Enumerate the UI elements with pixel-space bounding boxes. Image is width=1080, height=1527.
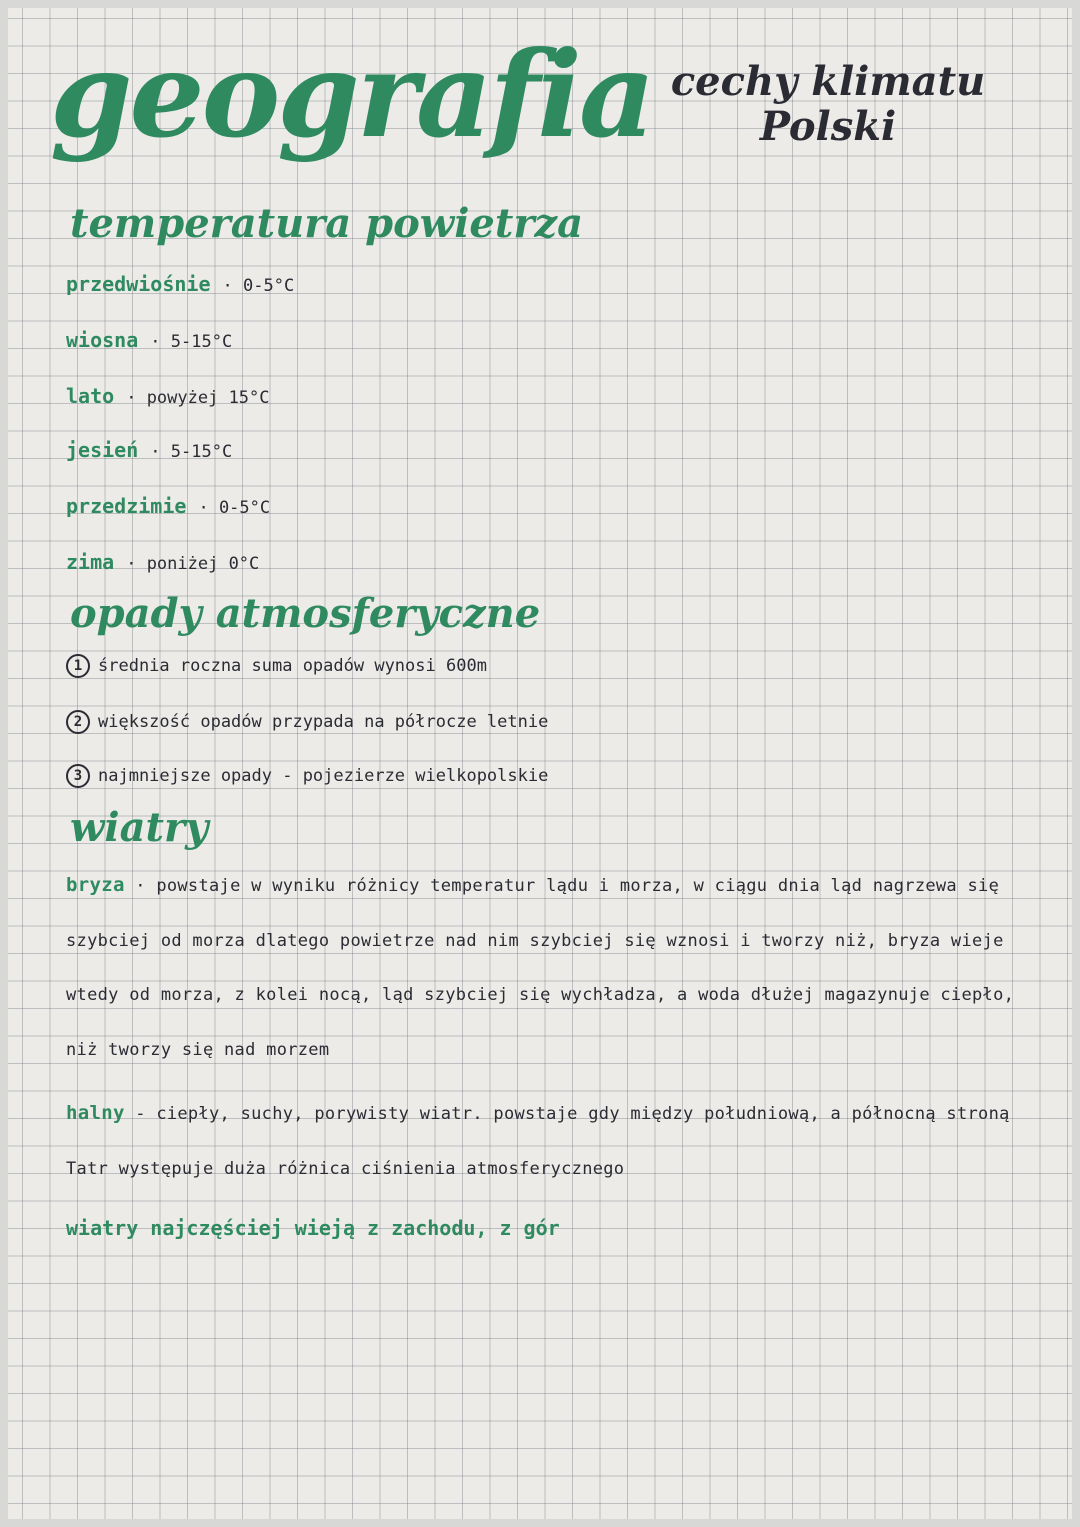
list-item [66,710,548,734]
section-heading-precipitation: opady atmosferyczne [70,590,541,637]
page-title: geografia [50,25,653,164]
list-item [66,764,548,788]
bryza-text: · powstaje w wyniku różnicy temperatur lądu i morza, w ciągu dnia ląd nagrzewa się szybciej od morza dlatego powietrze nad nim szybciej się wznosi i tworzy niż, bryza wieje wtedy od morza, z kolei nocą, ląd szybciej się wychładza, a woda dłużej magazynuje ciepło, niż tworzy się nad morzem [66,876,1015,1060]
term-halny: halny [66,1102,125,1124]
season-value: · 0-5°C [222,276,295,296]
number-badge: 2 [66,710,90,734]
season-row [66,386,270,407]
list-item-text: najmniejsze opady - pojezierze wielkopolskie [98,766,549,786]
season-row [66,552,259,573]
season-row [66,440,232,461]
paragraph-halny [66,1086,1046,1196]
season-row [66,330,232,351]
notebook-page [8,8,1072,1519]
number-badge: 1 [66,654,90,678]
winds-summary: wiatry najczęściej wieją z zachodu, z gór [66,1216,560,1240]
season-name: zima [66,550,115,574]
term-bryza: bryza [66,874,125,896]
season-row [66,496,270,517]
list-item [66,654,487,678]
season-name: przedzimie [66,494,187,518]
season-value: · powyżej 15°C [126,388,270,408]
page-subtitle: cechy klimatu Polski [670,58,986,150]
halny-text: - ciepły, suchy, porywisty wiatr. powstaje gdy między południową, a północną stroną Tatr występuje duża różnica ciśnienia atmosferycznego [66,1104,1010,1179]
season-value: · poniżej 0°C [126,554,260,574]
season-value: · 0-5°C [198,498,271,518]
number-badge: 3 [66,764,90,788]
season-name: jesień [66,438,139,462]
season-name: przedwiośnie [66,272,211,296]
paragraph-bryza [66,858,1046,1077]
section-heading-winds: wiatry [70,804,209,851]
list-item-text: większość opadów przypada na półrocze letnie [98,712,549,732]
season-name: wiosna [66,328,139,352]
section-heading-temperature: temperatura powietrza [70,200,584,247]
season-value: · 5-15°C [150,332,233,352]
list-item-text: średnia roczna suma opadów wynosi 600m [98,656,487,676]
season-name: lato [66,384,115,408]
season-row [66,274,294,295]
season-value: · 5-15°C [150,442,233,462]
